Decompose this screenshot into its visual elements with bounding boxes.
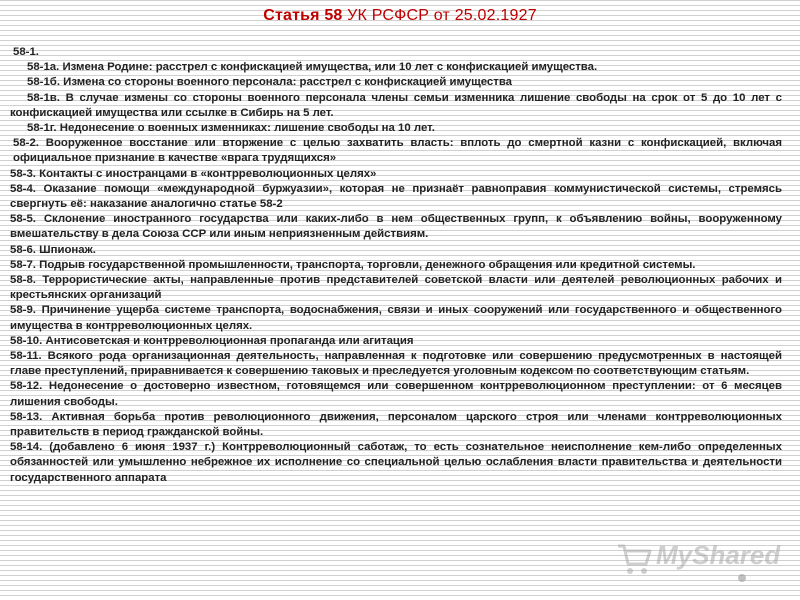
list-item: 58-3. Контакты с иностранцами в «контрреволюционных целях»	[10, 167, 377, 180]
list-item: 58-1в. В случае измены со стороны военного персонала члены семьи изменника лишение свободы на срок от 5 до 10 лет с конфискацией имущества или ссылке в Сибирь на 5 лет.	[10, 91, 782, 119]
list-item: 58-1г. Недонесение о военных изменниках: лишение свободы на 10 лет.	[27, 122, 435, 135]
list-item: 58-13. Активная борьба против революционного движения, персоналом царского строя или членами контрреволюционных правительств в период гражданской войны.	[10, 410, 782, 439]
list-item: 58-9. Причинение ущерба системе транспорта, водоснабжения, связи и иных сооружений или государственного и общественного имущества в контрреволюционных целях.	[10, 304, 782, 332]
list-item: 58-11. Всякого рода организационная деятельность, направленная к подготовке или совершению предусмотренных в настоящей главе преступлений, приравнивается к совершению таковых и преследуется уголовным кодексом по соответствующим статьям.	[10, 350, 782, 378]
list-item: 58-7. Подрыв государственной промышленности, транспорта, торговли, денежного обращения или кредитной системы.	[10, 258, 696, 271]
slide-title	[0, 7, 800, 25]
list-item: 58-1а. Измена Родине: расстрел с конфискацией имущества, или 10 лет с конфискацией имущества.	[27, 61, 598, 74]
list-item: 58-5. Склонение иностранного государства или каких-либо в нем общественных групп, к объявлению войны, вооруженному вмешательству в дела Союза ССР или иным неприязненным действиям.	[10, 213, 782, 241]
title-code: УК РСФСР от 25.02.1927	[342, 7, 537, 24]
list-item: 58-1б. Измена со стороны военного персонала: расстрел с конфискацией имущества	[27, 76, 513, 89]
cart-icon	[616, 542, 652, 581]
list-item: 58-10. Антисоветская и контрреволюционная пропаганда или агитация	[10, 334, 414, 347]
watermark-text: MyShared	[656, 540, 781, 570]
watermark-dot	[738, 574, 746, 582]
title-article: Статья 58	[263, 7, 343, 24]
list-item: 58-14. (добавлено 6 июня 1937 г.) Контрреволюционный саботаж, то есть сознательное неисполнение кем-либо определенных обязанностей или умышленно небрежное их исполнение со специальной целью ослабления власти правительства и деятельности государственного аппарата	[10, 441, 782, 484]
list-item: 58-1.	[13, 46, 39, 58]
list-item: 58-6. Шпионаж.	[10, 243, 96, 256]
article-list	[10, 45, 782, 486]
list-item: 58-4. Оказание помощи «международной буржуазии», которая не признаёт равноправия коммунистической системы, стремясь свергнуть её: наказание аналогично статье 58-2	[10, 182, 782, 211]
list-item: 58-2. Вооруженное восстание или вторжение с целью захватить власть: вплоть до смертной казни с конфискацией, включая официальное признание в качестве «врага трудящихся»	[13, 137, 782, 165]
list-item: 58-8. Террористические акты, направленные против представителей советской власти или деятелей революционных рабочих и крестьянских организаций	[10, 274, 782, 302]
myshared-watermark	[606, 536, 796, 588]
list-item: 58-12. Недонесение о достоверно известном, готовящемся или совершенном контрреволюционном преступлении: от 6 месяцев лишения свободы.	[10, 380, 782, 408]
